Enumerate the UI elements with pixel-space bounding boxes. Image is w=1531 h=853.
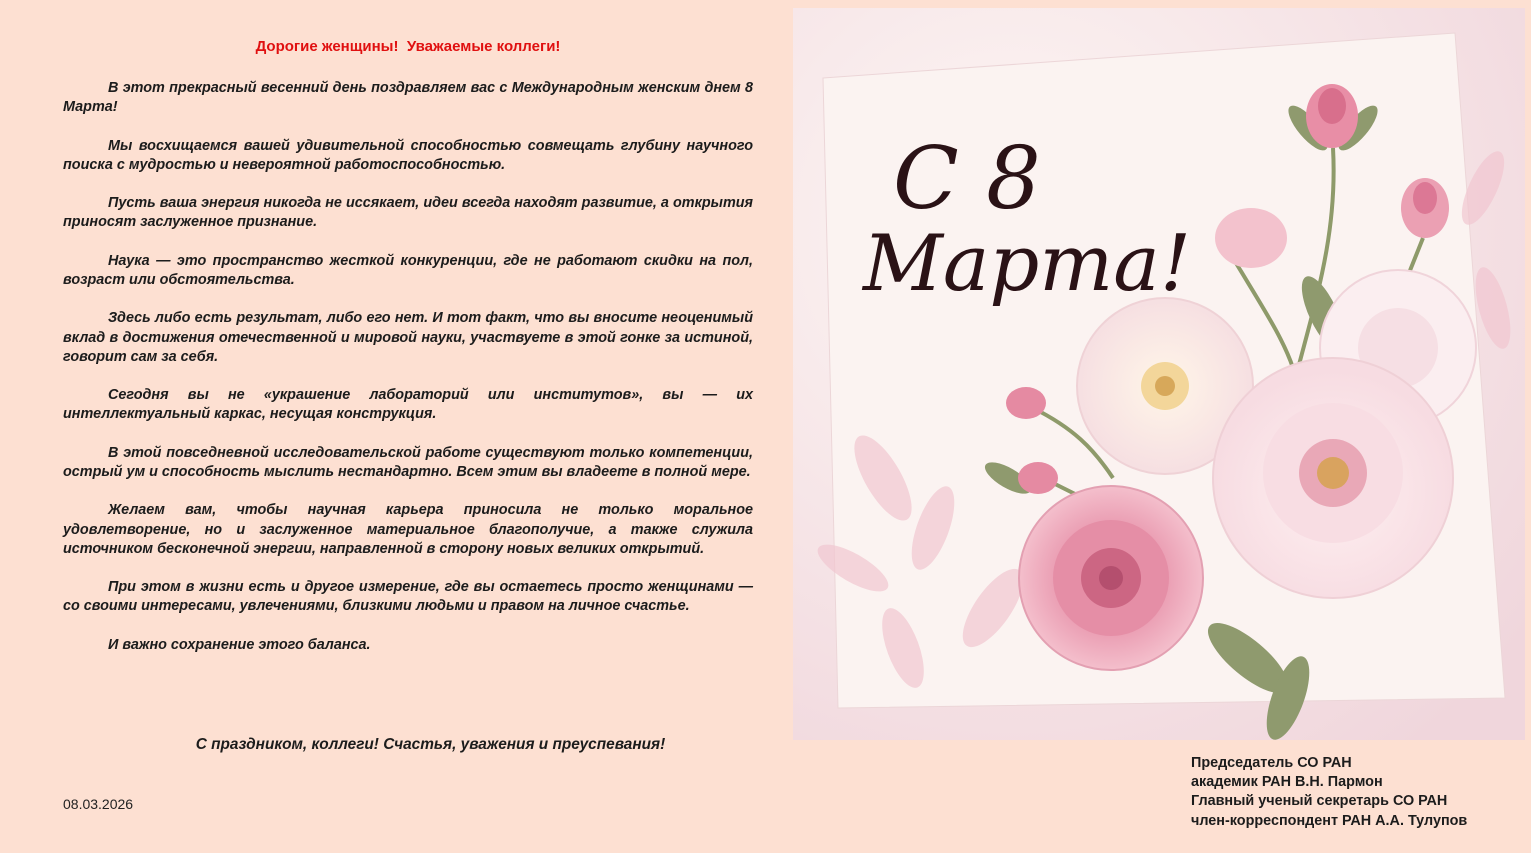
signature-line: академик РАН В.Н. Пармон xyxy=(1191,774,1383,791)
signature-line: Председатель СО РАН xyxy=(1191,755,1352,771)
letter-paragraph: В этот прекрасный весенний день поздравляем вас с Международным женским днем 8 Марта! xyxy=(63,80,753,116)
card-title-line2: Марта! xyxy=(863,219,1192,309)
letter-paragraph: Наука — это пространство жесткой конкуренции, где не работают скидки на пол, возраст или обстоятельства. xyxy=(63,252,753,288)
letter-paragraph: Сегодня вы не «украшение лабораторий или институтов», вы — их интеллектуальный каркас, несущая конструкция. xyxy=(63,387,753,423)
letter-paragraph: В этой повседневной исследовательской работе существуют только компетенции, острый ум и способность мыслить нестандартно. Всем этим вы владеете в полной мере. xyxy=(63,444,753,480)
card-title-line1: С 8 xyxy=(893,129,1041,229)
peony-large xyxy=(1213,358,1453,598)
letter-paragraph: Здесь либо есть результат, либо его нет. И тот факт, что вы вносите неоценимый вклад в достижения отечественной и мировой науки, участвуете в этой гонке за истиной, говорит сам за себя. xyxy=(63,310,753,365)
letter-paragraph: Желаем вам, чтобы научная карьера приносила не только моральное удовлетворение, но и заслуженное материальное благополучие, а также служила источником бесконечной энергии, направленной в сторону новых великих открытий. xyxy=(63,502,753,557)
flowers-illustration xyxy=(793,8,1525,740)
letter-paragraph: И важно сохранение этого баланса. xyxy=(108,636,371,653)
letter-paragraph: Пусть ваша энергия никогда не иссякает, идеи всегда находят развитие, а открытия приносят заслуженное признание. xyxy=(63,195,753,231)
signature-line: Главный ученый секретарь СО РАН xyxy=(1191,793,1448,810)
letter-date: 08.03.2026 xyxy=(63,796,134,812)
pink-rose xyxy=(1019,486,1203,670)
letter-paragraph: Мы восхищаемся вашей удивительной способностью совмещать глубину научного поиска с мудростью и невероятной работоспособностью. xyxy=(63,137,753,173)
signature-line: член-корреспондент РАН А.А. Тулупов xyxy=(1191,812,1468,829)
greeting-card-image xyxy=(793,8,1525,740)
closing-wish: С праздником, коллеги! Счастья, уважения и преуспевания! xyxy=(195,736,666,753)
greeting-letter xyxy=(63,38,753,674)
letter-paragraph: При этом в жизни есть и другое измерение, где вы остаетесь просто женщинами — со своими интересами, увлечениями, близкими людьми и правом на личное счастье. xyxy=(63,579,753,615)
signature-block xyxy=(1191,754,1467,831)
letter-heading: Дорогие женщины! Уважаемые коллеги! xyxy=(255,38,561,55)
